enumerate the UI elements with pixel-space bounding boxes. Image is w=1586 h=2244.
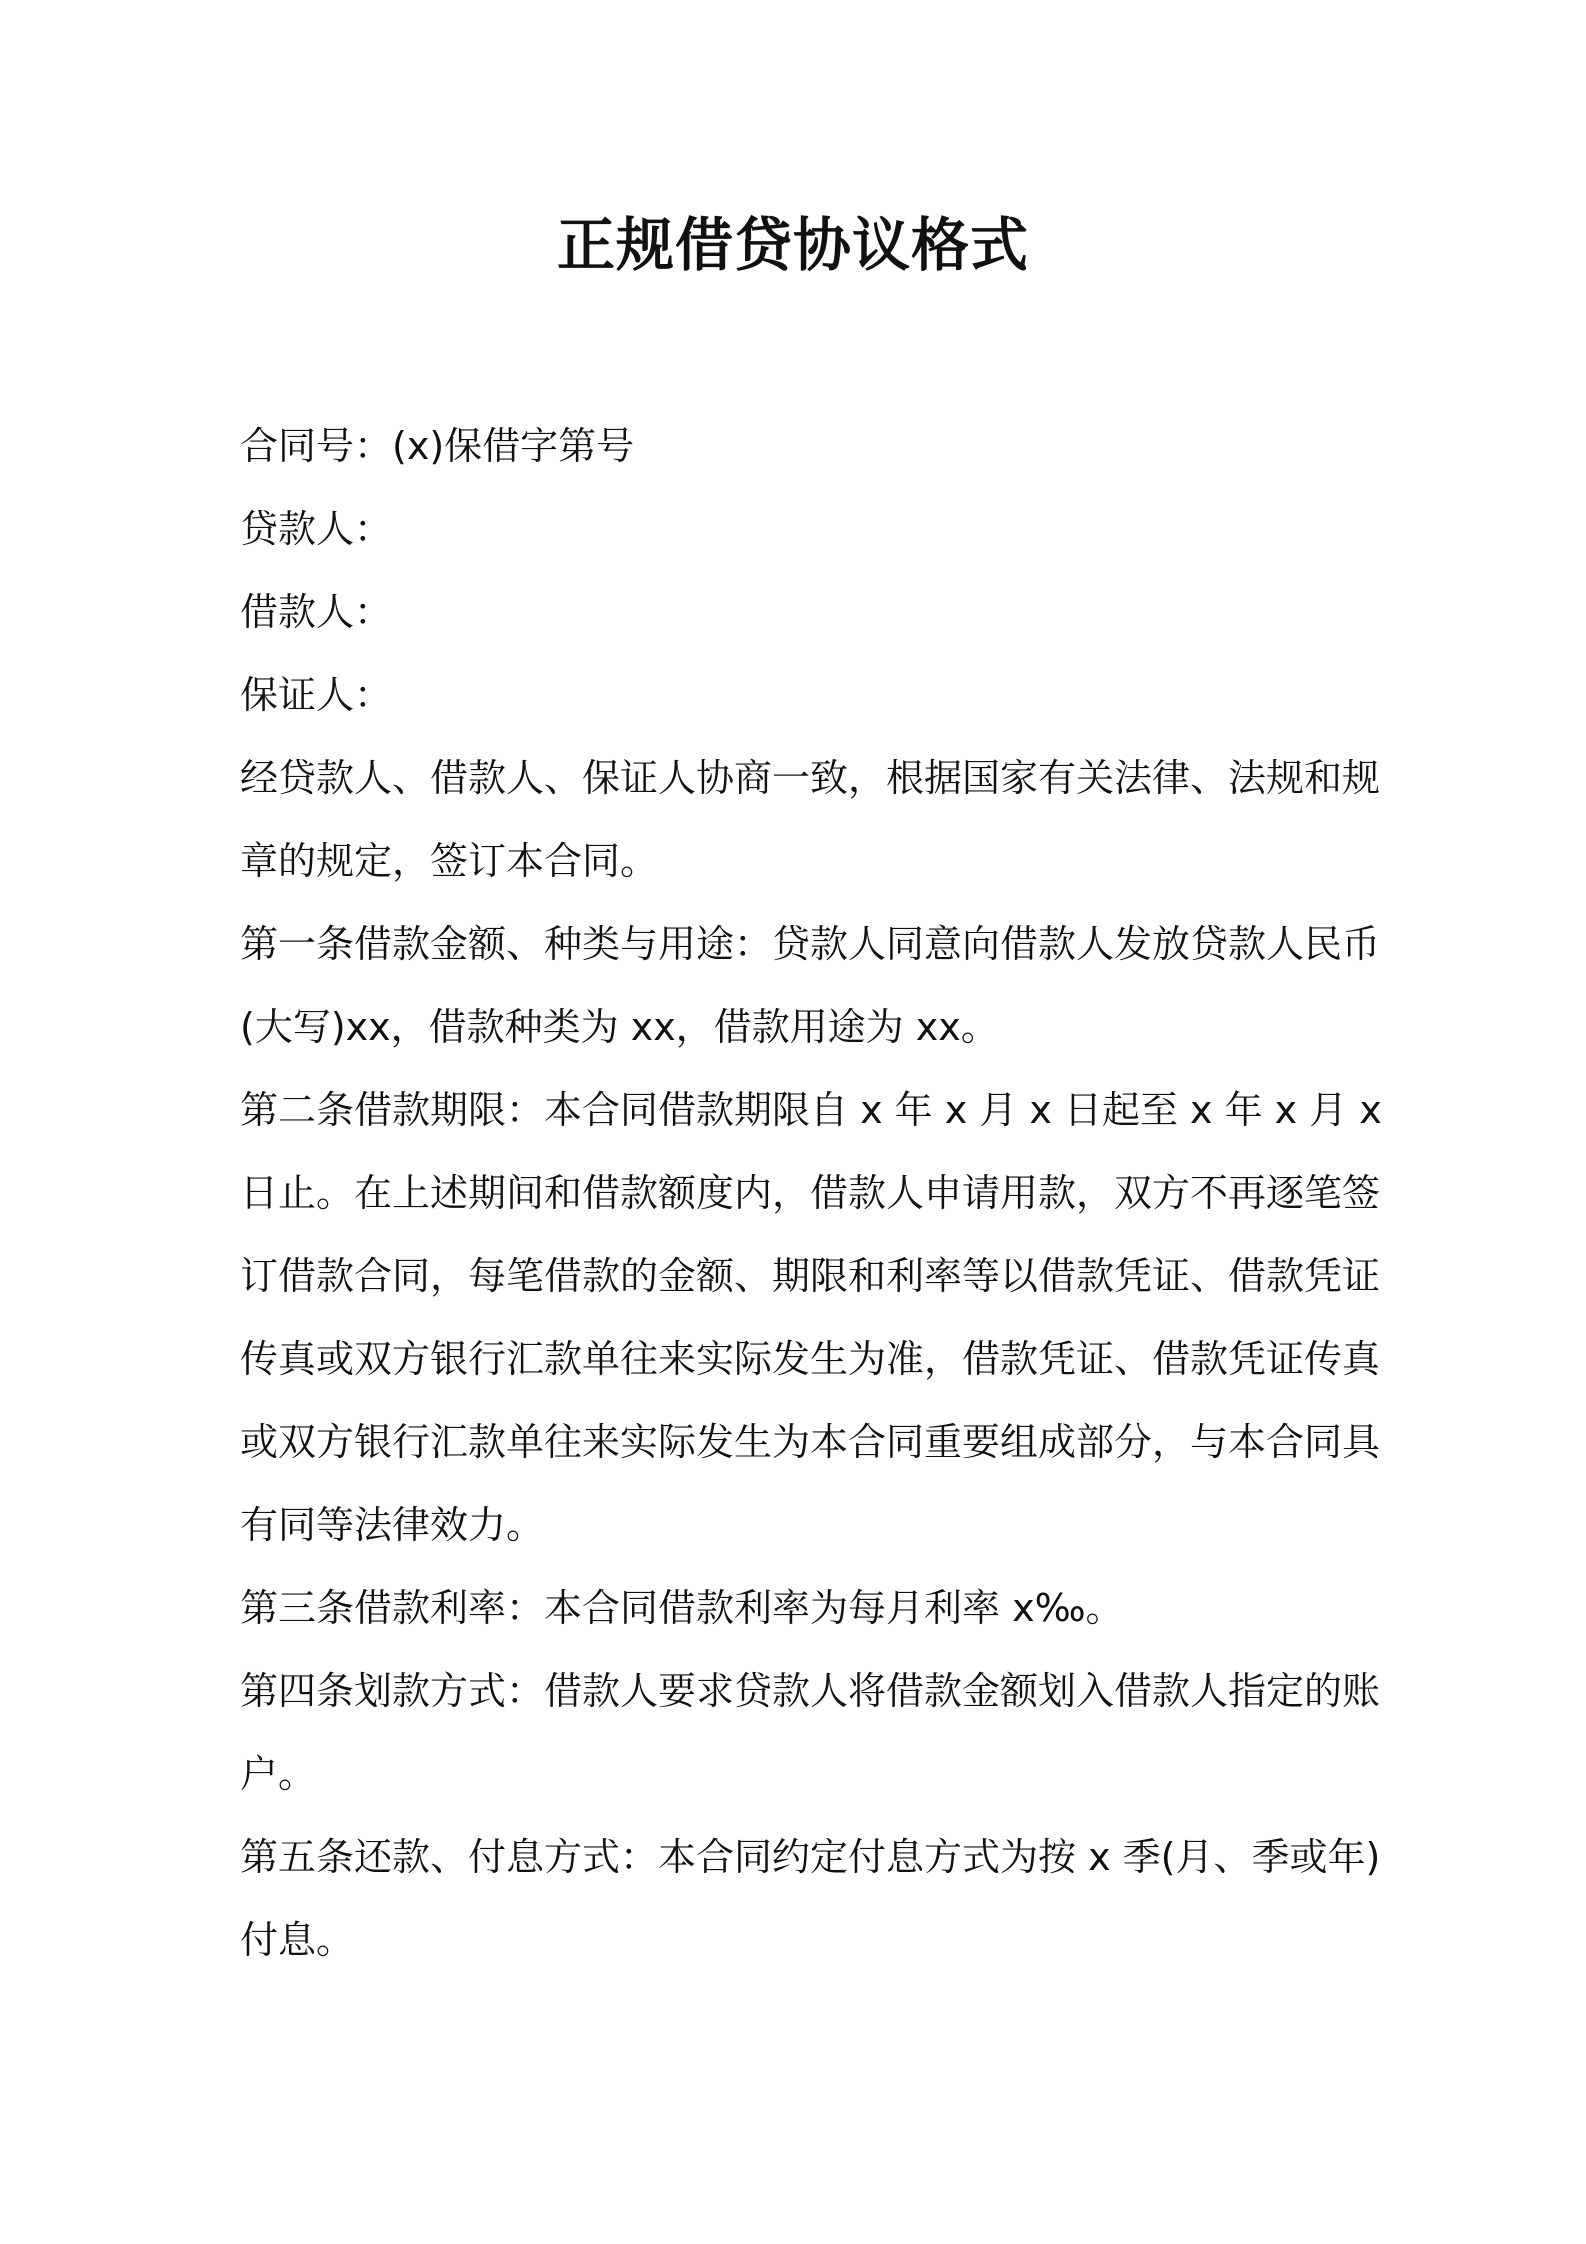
guarantor-line: 保证人： bbox=[240, 673, 393, 717]
paragraph-line: 章的规定，签订本合同。 bbox=[240, 839, 659, 883]
contract-number-line: 合同号：(x)保借字第号 bbox=[240, 424, 635, 468]
article-5-line: 第五条还款、付息方式：本合同约定付息方式为按 x 季(月、季或年) bbox=[240, 1835, 1381, 1879]
article-2-line: 订借款合同，每笔借款的金额、期限和利率等以借款凭证、借款凭证 bbox=[240, 1254, 1381, 1298]
article-2-line: 传真或双方银行汇款单往来实际发生为准，借款凭证、借款凭证传真 bbox=[240, 1337, 1381, 1381]
document-body bbox=[240, 405, 1382, 1982]
article-3-line: 第三条借款利率：本合同借款利率为每月利率 x‰。 bbox=[240, 1586, 1124, 1630]
document-title: 正规借贷协议格式 bbox=[556, 211, 1029, 279]
article-2-line: 有同等法律效力。 bbox=[240, 1503, 545, 1547]
article-1-line: 第一条借款金额、种类与用途：贷款人同意向借款人发放贷款人民币 bbox=[240, 922, 1381, 966]
lender-line: 贷款人： bbox=[240, 507, 393, 551]
article-2-line: 第二条借款期限：本合同借款期限自 x 年 x 月 x 日起至 x 年 x 月 x bbox=[240, 1088, 1382, 1132]
article-4-line: 第四条划款方式：借款人要求贷款人将借款金额划入借款人指定的账 bbox=[240, 1669, 1381, 1713]
article-4-line: 户。 bbox=[240, 1752, 317, 1796]
article-2-line: 或双方银行汇款单往来实际发生为本合同重要组成部分，与本合同具 bbox=[240, 1420, 1381, 1464]
article-1-line: (大写)xx，借款种类为 xx，借款用途为 xx。 bbox=[240, 1005, 999, 1049]
borrower-line: 借款人： bbox=[240, 590, 393, 634]
article-2-line: 日止。在上述期间和借款额度内，借款人申请用款，双方不再逐笔签 bbox=[240, 1171, 1381, 1215]
paragraph-line: 经贷款人、借款人、保证人协商一致，根据国家有关法律、法规和规 bbox=[240, 756, 1381, 800]
article-5-line: 付息。 bbox=[240, 1918, 355, 1962]
